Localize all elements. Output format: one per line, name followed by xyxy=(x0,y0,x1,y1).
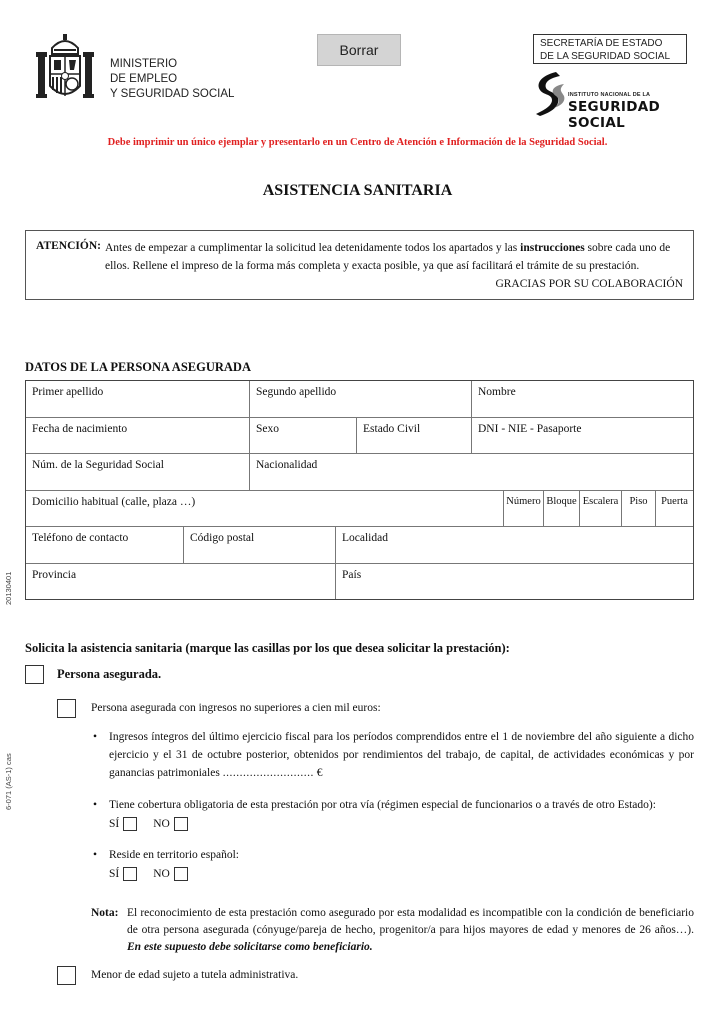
field-localidad[interactable]: Localidad xyxy=(335,527,693,563)
field-segundo-apellido[interactable]: Segundo apellido xyxy=(249,381,471,417)
bullet-cobertura xyxy=(93,796,699,814)
inss-logo-icon xyxy=(530,70,570,118)
note-label: Nota: xyxy=(91,907,119,919)
bullet-icon: • xyxy=(93,731,98,743)
currency-symbol: € xyxy=(316,767,323,779)
checkbox-persona-asegurada[interactable] xyxy=(25,665,44,684)
spain-coat-of-arms-icon xyxy=(36,34,94,104)
ministry-line: DE EMPLEO xyxy=(110,73,178,85)
yes-no-cobertura xyxy=(109,817,188,831)
field-telefono[interactable]: Teléfono de contacto xyxy=(32,532,129,544)
label-menor-tutela: Menor de edad sujeto a tutela administrativa. xyxy=(91,969,299,981)
bullet-icon: • xyxy=(93,849,98,861)
field-puerta[interactable]: Puerta xyxy=(655,491,693,527)
attention-box xyxy=(25,230,694,300)
field-num-seguridad-social[interactable]: Núm. de la Seguridad Social xyxy=(32,459,164,471)
attention-instructions: instrucciones xyxy=(520,242,585,254)
field-primer-apellido[interactable]: Primer apellido xyxy=(32,386,104,398)
secretaria-box xyxy=(533,34,687,64)
insured-data-table xyxy=(25,380,694,600)
ministry-line: Y SEGURIDAD SOCIAL xyxy=(110,88,235,100)
no-label: NO xyxy=(153,818,170,830)
table-row xyxy=(26,563,693,600)
table-row xyxy=(26,417,693,454)
attention-text-part: sobre cada uno de ellos. Rellene el impreso de la forma más completa y exacta posible, ya que así facilitará el trámite de su prestación. xyxy=(105,242,671,272)
yes-label: SÍ xyxy=(109,868,120,880)
checkbox-residencia-si[interactable] xyxy=(123,867,137,881)
field-numero[interactable]: Número xyxy=(503,491,543,527)
table-row xyxy=(26,381,693,417)
ministry-name xyxy=(110,57,234,102)
table-row xyxy=(26,453,693,490)
field-bloque[interactable]: Bloque xyxy=(543,491,579,527)
note-body: El reconocimiento de esta prestación como asegurado por esta modalidad es incompatible con la condición de beneficiario de otra persona asegurada (cónyuge/pareja de hecho, progenitor/a para hijos mayores de edad y menores de 26 años…). xyxy=(127,907,694,936)
section-title-insured: DATOS DE LA PERSONA ASEGURADA xyxy=(25,360,251,374)
bullet-ingresos xyxy=(93,728,694,782)
table-row xyxy=(26,526,693,563)
form-date-code: 20130401 xyxy=(4,571,13,605)
bullet-text: Reside en territorio español: xyxy=(109,849,239,861)
attention-label: ATENCIÓN: xyxy=(36,240,101,252)
bullet-text: Ingresos íntegros del último ejercicio fiscal para los períodos comprendidos entre el 1 de noviembre del año siguiente a dicho ejercicio y el 31 de octubre posterior, obtenidos por rendimientos del trabajo, de capital, de actividades económicas y por ganancias patrimoniales xyxy=(109,731,694,779)
note-emphasis: En este supuesto debe solicitarse como beneficiario. xyxy=(127,941,373,953)
request-heading: Solicita la asistencia sanitaria (marque las casillas por los que desea solicitar la prestación): xyxy=(25,641,510,655)
field-domicilio[interactable]: Domicilio habitual (calle, plaza …) xyxy=(32,495,196,508)
label-ingresos-limitados: Persona asegurada con ingresos no superiores a cien mil euros: xyxy=(91,702,381,714)
yes-no-residencia xyxy=(109,867,188,881)
label-persona-asegurada: Persona asegurada. xyxy=(57,667,162,681)
checkbox-residencia-no[interactable] xyxy=(174,867,188,881)
field-provincia[interactable]: Provincia xyxy=(32,568,77,581)
secretaria-line: SECRETARÍA DE ESTADO xyxy=(540,38,663,49)
field-fecha-nacimiento[interactable]: Fecha de nacimiento xyxy=(32,422,128,435)
attention-text-part: Antes de empezar a cumplimentar la solicitud lea detenidamente todos los apartados y las xyxy=(105,242,521,254)
income-amount-field[interactable]: ........................... xyxy=(222,767,314,779)
ministry-line: MINISTERIO xyxy=(110,58,178,70)
field-dni-nie-pasaporte[interactable]: DNI - NIE - Pasaporte xyxy=(471,418,693,454)
bullet-icon: • xyxy=(93,799,98,811)
field-piso[interactable]: Piso xyxy=(621,491,655,527)
checkbox-cobertura-no[interactable] xyxy=(174,817,188,831)
checkbox-ingresos-limitados[interactable] xyxy=(57,699,76,718)
form-model-code: 6-071 (AS-1) cas xyxy=(4,753,13,810)
attention-text xyxy=(105,240,685,275)
field-pais[interactable]: País xyxy=(335,564,693,600)
field-nombre[interactable]: Nombre xyxy=(471,381,693,417)
no-label: NO xyxy=(153,868,170,880)
secretaria-line: DE LA SEGURIDAD SOCIAL xyxy=(540,50,671,62)
note-text xyxy=(127,905,694,956)
inss-name: SEGURIDAD SOCIAL xyxy=(568,99,660,131)
print-warning: Debe imprimir un único ejemplar y presentarlo en un Centro de Atención e Información de la Seguridad Social. xyxy=(107,137,608,148)
field-escalera[interactable]: Escalera xyxy=(579,491,621,527)
page-title: ASISTENCIA SANITARIA xyxy=(262,182,453,199)
inss-institute-label: INSTITUTO NACIONAL DE LA xyxy=(568,92,651,98)
checkbox-cobertura-si[interactable] xyxy=(123,817,137,831)
clear-button[interactable]: Borrar xyxy=(317,34,401,66)
field-sexo[interactable]: Sexo xyxy=(249,418,356,454)
bullet-text: Tiene cobertura obligatoria de esta prestación por otra vía (régimen especial de funcionarios o a través de otro Estado): xyxy=(109,799,656,811)
checkbox-menor-tutela[interactable] xyxy=(57,966,76,985)
table-row xyxy=(26,490,693,527)
field-codigo-postal[interactable]: Código postal xyxy=(183,527,335,563)
attention-thanks: GRACIAS POR SU COLABORACIÓN xyxy=(495,278,683,290)
yes-label: SÍ xyxy=(109,818,120,830)
field-estado-civil[interactable]: Estado Civil xyxy=(356,418,471,454)
field-nacionalidad[interactable]: Nacionalidad xyxy=(249,454,693,490)
bullet-residencia xyxy=(93,846,699,864)
